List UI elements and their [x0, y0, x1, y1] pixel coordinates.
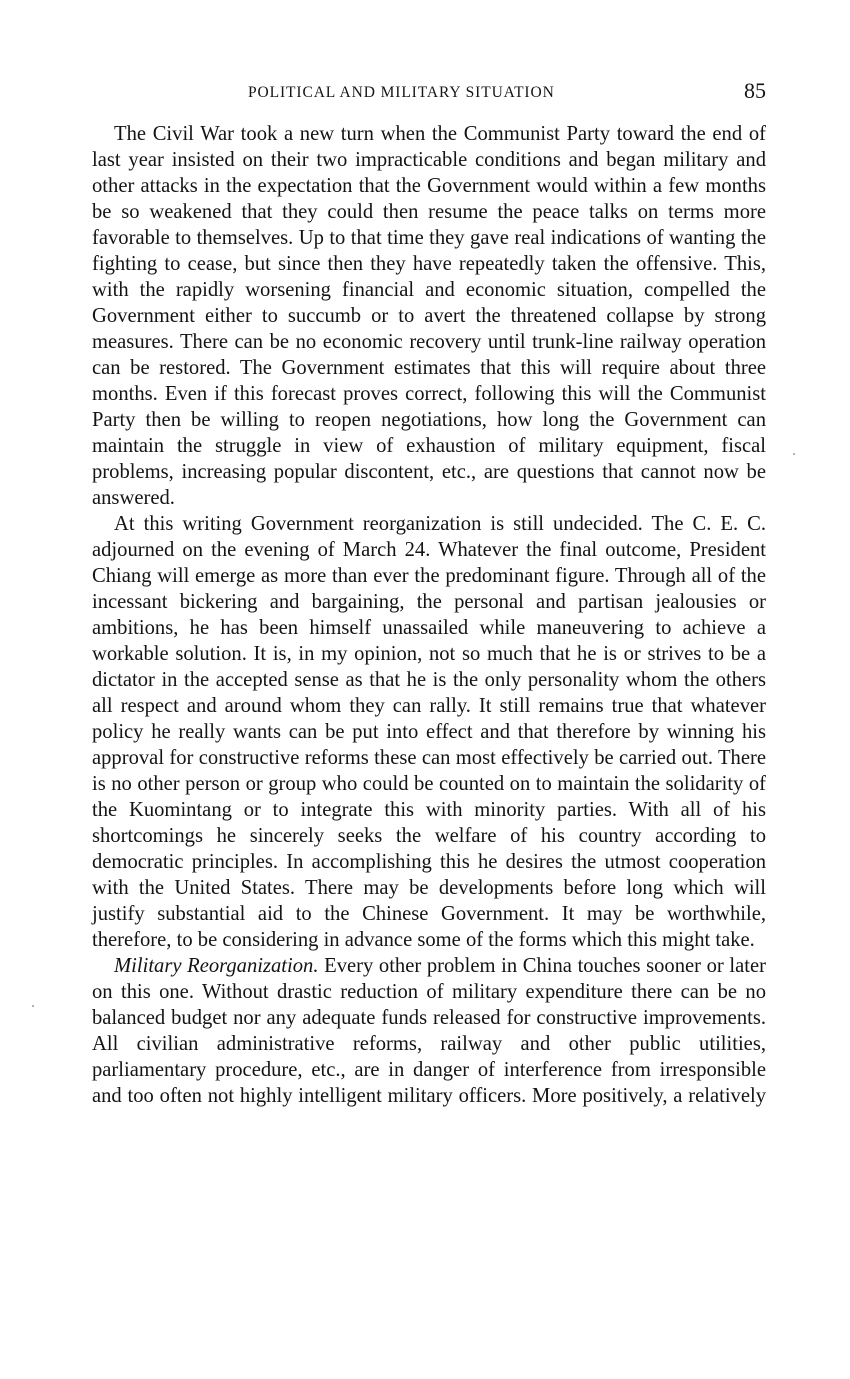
body-text [92, 121, 766, 1109]
book-page [92, 0, 766, 1107]
running-head [92, 0, 766, 110]
scan-speck [793, 453, 795, 455]
paragraph-military-reorganization-text: Every other problem in China touches sooner or later on this one. Without drastic reduction of military expenditure there can be no balanced budget nor any adequate funds released for constructive improvements. All civilian administrative reforms, railway and other public utilities, parliamentary procedure, etc., are in danger of interference from irresponsible and too often not highly intelligent military officers. More positively, a relatively [92, 955, 766, 1107]
page-number: 85 [744, 78, 766, 103]
scan-speck [32, 1005, 34, 1007]
paragraph-military-reorganization [92, 953, 766, 1109]
section-run-in-heading: Military Reorganization. [114, 955, 319, 977]
paragraph-government-reorganization: At this writing Government reorganization is still undecided. The C. E. C. adjourned on the evening of March 24. Whatever the final outcome, President Chiang will emerge as more than ever the predominant figure. Through all of the incessant bickering and bargaining, the personal and partisan jealousies or ambitions, he has been himself unassailed while maneuvering to achieve a workable solution. It is, in my opinion, not so much that he is or strives to be a dictator in the accepted sense as that he is the only personality whom the others all respect and around whom they can rally. It still remains true that whatever policy he really wants can be put into effect and that therefore by winning his approval for constructive reforms these can most effectively be carried out. There is no other person or group who could be counted on to maintain the solidarity of the Kuomintang or to integrate this with minority parties. With all of his shortcomings he sincerely seeks the welfare of his country according to democratic principles. In accomplishing this he desires the utmost cooperation with the United States. There may be developments before long which will justify substantial aid to the Chinese Government. It may be worthwhile, therefore, to be considering in advance some of the forms which this might take. [92, 513, 766, 951]
running-title: POLITICAL AND MILITARY SITUATION [248, 84, 555, 101]
paragraph-civil-war: The Civil War took a new turn when the Communist Party toward the end of last year insisted on their two impracticable conditions and began military and other attacks in the expectation that the Government would within a few months be so weakened that they could then resume the peace talks on terms more favorable to themselves. Up to that time they gave real indications of wanting the fighting to cease, but since then they have repeatedly taken the offensive. This, with the rapidly worsening financial and economic situation, compelled the Government either to succumb or to avert the threatened collapse by strong measures. There can be no economic recovery until trunk-line railway operation can be restored. The Government estimates that this will require about three months. Even if this forecast proves correct, following this will the Communist Party then be willing to reopen negotiations, how long the Government can maintain the struggle in view of exhaustion of military equipment, fiscal problems, increasing popular discontent, etc., are questions that cannot now be answered. [92, 123, 766, 509]
